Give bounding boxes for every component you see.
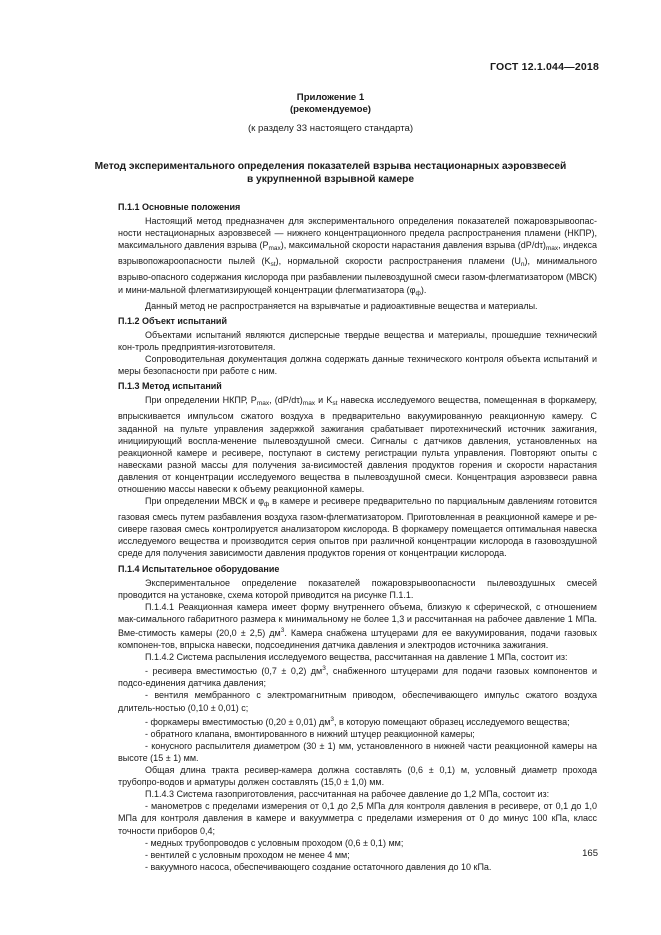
list-item: - вакуумного насоса, обеспечивающего создание остаточного давления до 10 кПа. bbox=[145, 861, 492, 872]
list-item: - конусного распылителя диаметром (30 ± 1) мм, установленного в нижней части реакционной камеры на высоте (15 ± 1) мм. bbox=[118, 740, 597, 763]
list-item: - форкамеры вместимостью (0,20 ± 0,01) $дм^3$, в которую помещают образец исследуемого вещества; bbox=[145, 715, 570, 727]
title-line-2: в укрупненной взрывной камере bbox=[246, 174, 415, 185]
list-item: - ресивера вместимостью (0,7 ± 0,2) $дм^3$, снабженного штуцерами для подачи газовых компонентов и подсо-единения датчика давления; bbox=[118, 665, 597, 689]
paragraph: Общая длина тракта ресивер-камера должна составлять (0,6 ± 0,1) м, условный диаметр прохода трубопро-водов и арматуры должен составлять (15,0 ± 1,0) мм. bbox=[118, 765, 597, 788]
list-item: - вентилей с условным проходом не менее 4 мм; bbox=[145, 849, 350, 860]
paragraph: Экспериментальное определение показателей пожаровзрывоопасности пылевоздушных смесей проводится на установке, схема которой приводится на рисунке П.1.1. bbox=[118, 577, 597, 600]
paragraph: Объектами испытаний являются дисперсные твердые вещества и материалы, прошедшие технический кон-троль предприятия-изготовителя. bbox=[118, 329, 597, 352]
paragraph: П.1.4.3 Система газоприготовления, рассчитанная на рабочее давление до 1,2 МПа, состоит из: bbox=[145, 789, 550, 800]
document-title bbox=[0, 160, 661, 186]
appendix-title bbox=[0, 92, 661, 116]
paragraph: Настоящий метод предназначен для экспериментального определения показателей пожаровзрывоопас-ности нестационарных аэровзвесей — нижнего концентрационного предела распространения пламени (НКПР), максимального давления взрыва $(P_{max})$, максимальной скорости нарастания давления взрыва $(dP/d\tau)_{max}$, индекса взрывопожароопасности пылей $(K_{st})$, нормальной скорости распространения пламени $(U_n)$, минимального взрыво-опасного содержания кислорода при разбавлении пылевоздушной смеси газом-флегматизатором (МВСК) и мини-мальной флегматизирующей концентрации флегматизатора $(\varphi_ф)$. bbox=[118, 216, 597, 297]
paragraph: При определении НКПР, $P_{max}$, $(dP/d\tau)_{max}$ и $K_{st}$ навеска исследуемого вещества, помещенная в форкамеру, впрыскивается импульсом сжатого воздуха в предварительно вакуумированную реакционную камеру. С заданной на пульте управления задержкой зажигания срабатывает пиротехнический источник зажигания, инициирующий воспла-менение пылевоздушной смеси. Сигналы с датчиков давления, установленных на реакционной камере и ресивере, поступают в систему регистрации пульта управления. Повторяют опыты с навесками разной массы для получения за-висимостей давления продуктов горения и скорости нарастания давления от концентрации исследуемого вещества в пылевоздушной смеси. Концентрация аэровзвеси равна отношению массы навески к объему реакционной камеры. bbox=[118, 395, 597, 494]
standard-header: ГОСТ 12.1.044—2018 bbox=[490, 61, 599, 73]
appendix-label: Приложение 1 bbox=[296, 92, 365, 103]
page-number: 165 bbox=[582, 848, 598, 859]
title-line-1: Метод экспериментального определения показателей взрыва нестационарных аэровзвесей bbox=[94, 161, 567, 172]
section-heading: П.1.4 Испытательное оборудование bbox=[118, 563, 280, 574]
section-heading: П.1.1 Основные положения bbox=[118, 202, 241, 212]
paragraph: Сопроводительная документация должна содержать данные технического контроля объекта испытаний и меры безопасности при работе с ним. bbox=[118, 354, 597, 377]
list-item: - вентиля мембранного с электромагнитным приводом, обеспечивающего импульс сжатого воздуха длитель-ностью (0,10 ± 0,01) с; bbox=[118, 690, 597, 713]
paragraph: Данный метод не распространяется на взрывчатые и радиоактивные вещества и материалы. bbox=[145, 300, 538, 311]
document-body bbox=[118, 198, 597, 873]
appendix-reference: (к разделу 33 настоящего стандарта) bbox=[247, 123, 414, 134]
appendix-status: (рекомендуемое) bbox=[289, 104, 371, 115]
paragraph: При определении МВСК и $\varphi_ф$ в камере и ресивере предварительно по парциальным давлениям готовится газовая смесь путем разбавления воздуха газом-флегматизатором. Приготовленная в реакционной камере и ре-сивере газовая смесь контролируется анализатором кислорода. В форкамеру помещается оптимальная навеска исследуемого вещества и производится серия опытов при различной концентрации кислорода в газовоздушной среде для получения зависимости давления продуктов горения от концентрации кислорода. bbox=[118, 496, 597, 559]
section-heading: П.1.3 Метод испытаний bbox=[118, 381, 222, 392]
paragraph: П.1.4.2 Система распыления исследуемого вещества, рассчитанная на давление 1 МПа, состоит из: bbox=[145, 652, 568, 663]
list-item: - медных трубопроводов с условным проходом (0,6 ± 0,1) мм; bbox=[145, 837, 404, 848]
list-item: - обратного клапана, вмонтированного в нижний штуцер реакционной камеры; bbox=[145, 728, 475, 739]
list-item: - манометров с пределами измерения от 0,1 до 2,5 МПа для контроля давления в ресивере, от 0,1 до 1,0 МПа для контроля давления в камере и вакуумметра с пределами измерения от 0 до минус 100 кПа, класс точности приборов 0,4; bbox=[118, 801, 597, 836]
paragraph: П.1.4.1 Реакционная камера имеет форму внутреннего объема, близкую к сферической, с отношением мак-симального габаритного размера к минимальному не более 1,3 и рассчитанная на рабочее давление 1 МПа. Вме-стимость камеры (20,0 ± 2,5) $дм^3$. Камера снабжена штуцерами для ее вакуумирования, подачи газовых компонен-тов, впрыска навески, подсоединения датчика давления и электродов источника зажигания. bbox=[118, 601, 597, 651]
section-heading: П.1.2 Объект испытаний bbox=[118, 315, 227, 326]
